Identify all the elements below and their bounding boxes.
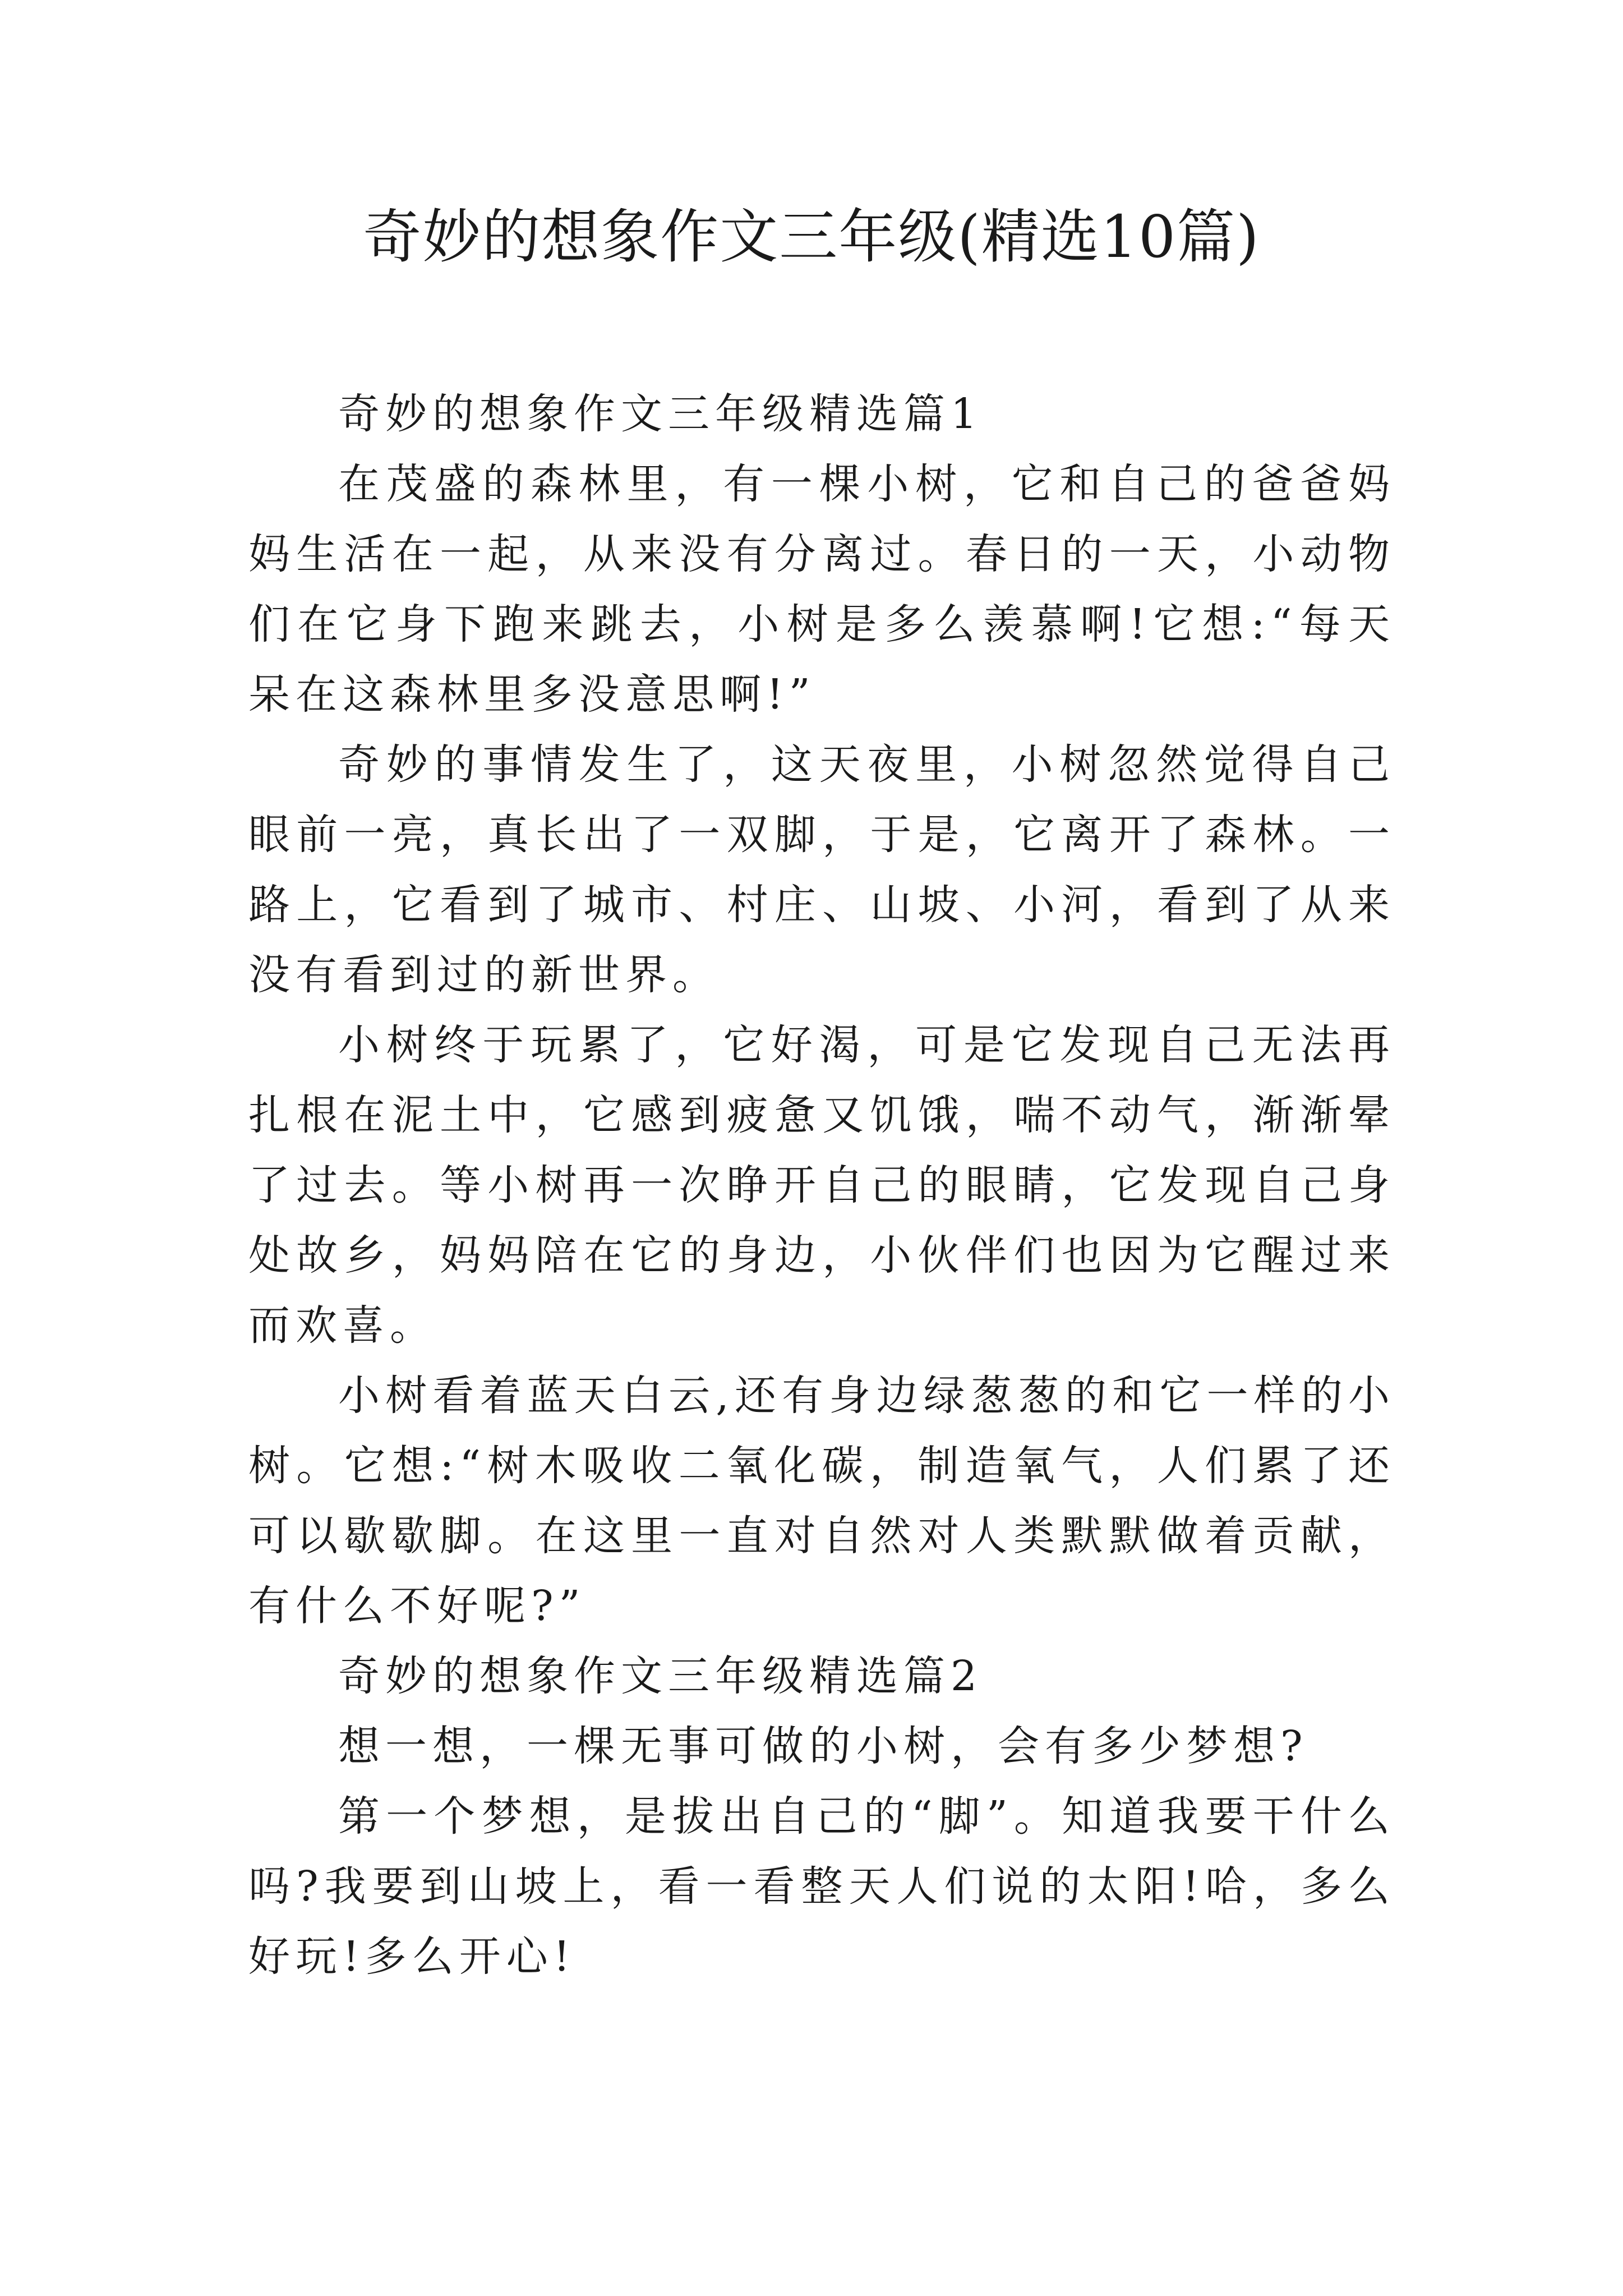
paragraph: 奇妙的事情发生了，这天夜里，小树忽然觉得自己眼前一亮，真长出了一双脚，于是，它离开了森林。一路上，它看到了城市、村庄、山坡、小河，看到了从来没有看到过的新世界。 <box>248 740 1395 999</box>
paragraph: 想一想，一棵无事可做的小树，会有多少梦想? <box>338 1722 1308 1770</box>
paragraph: 小树看着蓝天白云,还有身边绿葱葱的和它一样的小树。它想:“树木吸收二氧化碳，制造氧气，人们累了还可以歇歇脚。在这里一直对自然对人类默默做着贡献，有什么不好呢?” <box>248 1372 1395 1630</box>
paragraph: 小树终于玩累了，它好渴，可是它发现自己无法再扎根在泥土中，它感到疲惫又饥饿，喘不动气，渐渐晕了过去。等小树再一次睁开自己的眼睛，它发现自己身处故乡，妈妈陪在它的身边，小伙伴们也因为它醒过来而欢喜。 <box>248 1021 1395 1350</box>
document-title: 奇妙的想象作文三年级(精选10篇) <box>363 203 1260 271</box>
section-heading: 奇妙的想象作文三年级精选篇1 <box>338 390 983 438</box>
paragraph: 第一个梦想，是拔出自己的“脚”。知道我要干什么吗?我要到山坡上，看一看整天人们说的太阳!哈，多么好玩!多么开心! <box>248 1792 1395 1981</box>
paragraph: 在茂盛的森林里，有一棵小树，它和自己的爸爸妈妈生活在一起，从来没有分离过。春日的一天，小动物们在它身下跑来跳去，小树是多么羡慕啊!它想:“每天呆在这森林里多没意思啊!” <box>248 460 1395 719</box>
document-body <box>248 379 1395 1992</box>
essay-section-1 <box>248 379 1395 1641</box>
essay-section-2 <box>248 1641 1395 1992</box>
section-heading: 奇妙的想象作文三年级精选篇2 <box>338 1652 983 1700</box>
